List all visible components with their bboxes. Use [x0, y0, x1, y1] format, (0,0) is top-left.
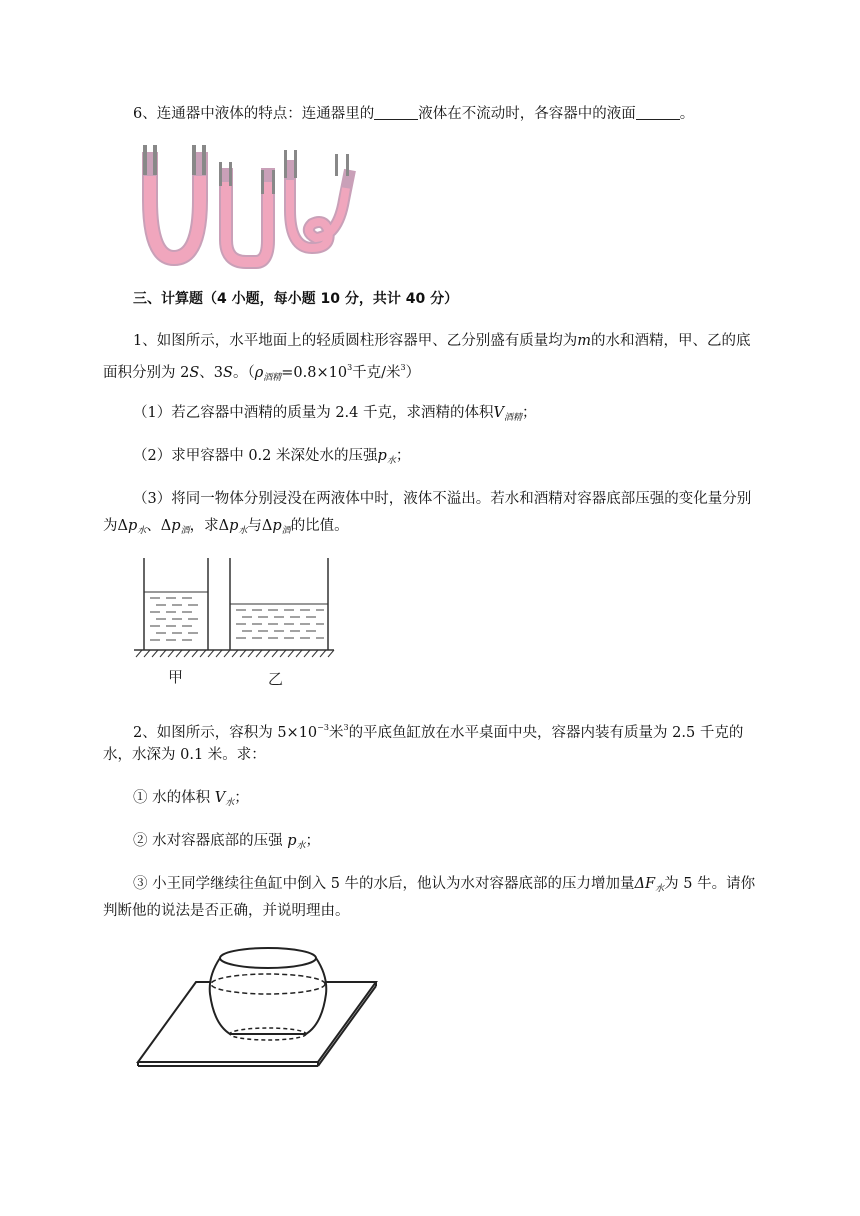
p2-text: ③ 小王同学继续往鱼缸中倒入 5 牛的水后，他认为水对容器底部的压力增加量 [133, 876, 635, 892]
var-p: p [287, 833, 297, 849]
answer-blank [636, 105, 680, 120]
var-p: p [171, 518, 181, 534]
p1-text: ，求Δ [189, 518, 230, 534]
var-v: V [214, 790, 226, 806]
p2-text: ① 水的体积 [133, 790, 211, 806]
section-title: 三、计算题（4 小题，每小题 10 分，共计 40 分） [133, 291, 459, 307]
p1-text: =0.8×10 [281, 365, 348, 381]
q6-suffix: 。 [679, 106, 695, 122]
subscript: 水 [225, 798, 235, 808]
container-jia [144, 558, 208, 650]
p1-text: 的比值。 [290, 518, 349, 534]
fish-bowl [210, 948, 327, 1040]
container-yi [230, 558, 328, 650]
p1-text: 千克/米 [352, 365, 401, 381]
var-v: V [493, 405, 504, 421]
q6-prefix: 6、连通器中液体的特点：连通器里的 [133, 106, 375, 122]
fish-tank-figure [130, 936, 380, 1070]
p2-text: ； [305, 833, 321, 849]
p1-text: 为Δ [103, 518, 128, 534]
var-m: m [577, 333, 591, 349]
p1-text: 。（ [232, 365, 255, 381]
var-delta-f: ΔF [634, 876, 656, 892]
p1-text: 、3 [199, 365, 224, 381]
containers-figure [130, 554, 340, 690]
var-p: p [127, 518, 138, 534]
p2-text: 米 [328, 725, 344, 741]
p2-text: ； [234, 790, 249, 806]
subscript: 酒精 [504, 413, 523, 423]
subscript: 酒 [180, 526, 190, 536]
connected-vessels-figure [128, 140, 358, 270]
var-s: S [189, 365, 200, 381]
subscript: 酒精 [263, 373, 282, 383]
p1-line2 [103, 358, 420, 388]
subscript: 水 [296, 841, 306, 851]
subscript: 水 [137, 526, 147, 536]
p1-text: 与Δ [247, 518, 273, 534]
p1-text: （1）若乙容器中酒精的质量为 2.4 千克，求酒精的体积 [133, 405, 494, 421]
ground-hatching [134, 650, 334, 657]
p1-sub-question-1 [133, 403, 537, 428]
var-p: p [377, 448, 387, 464]
p1-text: ； [395, 448, 411, 464]
p1-text: ） [405, 365, 421, 381]
subscript: 水 [238, 526, 248, 536]
superscript: −3 [317, 723, 329, 732]
p1-sub-question-3-cont [103, 516, 349, 541]
superscript: 3 [400, 363, 406, 372]
p2-sub-question-3 [133, 874, 755, 899]
p2-sub-question-1 [133, 788, 249, 813]
var-s: S [223, 365, 233, 381]
p1-text: 面积分别为 2 [103, 365, 190, 381]
p1-text: （3）将同一物体分别浸没在两液体中时，液体不溢出。若水和酒精对容器底部压强的变化量分别 [133, 491, 752, 507]
p1-text: 、Δ [146, 518, 172, 534]
p2-sub-question-2 [133, 831, 320, 856]
p2-text: ② 水对容器底部的压强 [133, 833, 283, 849]
var-rho: ρ [254, 365, 264, 381]
var-p: p [229, 518, 239, 534]
p1-sub-question-2 [133, 446, 410, 471]
subscript: 水 [386, 456, 396, 466]
superscript: 3 [347, 363, 353, 372]
var-p: p [272, 518, 282, 534]
subscript: 酒 [281, 526, 291, 536]
question-6 [133, 104, 694, 124]
p2-text: 为 5 牛。请你 [664, 876, 756, 892]
p2-sub-question-3-cont: 判断他的说法是否正确，并说明理由。 [103, 903, 350, 919]
p2-line1 [133, 718, 743, 743]
label-yi: 乙 [268, 670, 284, 688]
p1-text: 的水和酒精，甲、乙的底 [590, 333, 751, 349]
p1-text: ； [522, 405, 537, 421]
p1-sub-question-3 [133, 489, 751, 509]
p1-line1 [133, 331, 750, 351]
p1-text: 1、如图所示，水平地面上的轻质圆柱形容器甲、乙分别盛有质量均为 [133, 333, 578, 349]
p1-text: （2）求甲容器中 0.2 米深处水的压强 [133, 448, 378, 464]
p2-text: 的平底鱼缸放在水平桌面中央，容器内装有质量为 2.5 千克的 [348, 725, 744, 741]
superscript: 3 [343, 723, 349, 732]
answer-blank [374, 105, 418, 120]
p2-line2: 水，水深为 0.1 米。求： [103, 747, 266, 763]
p2-text: 2、如图所示，容积为 5×10 [133, 725, 318, 741]
label-jia: 甲 [168, 668, 184, 686]
subscript: 水 [655, 884, 665, 894]
q6-middle: 液体在不流动时，各容器中的液面 [418, 106, 636, 122]
